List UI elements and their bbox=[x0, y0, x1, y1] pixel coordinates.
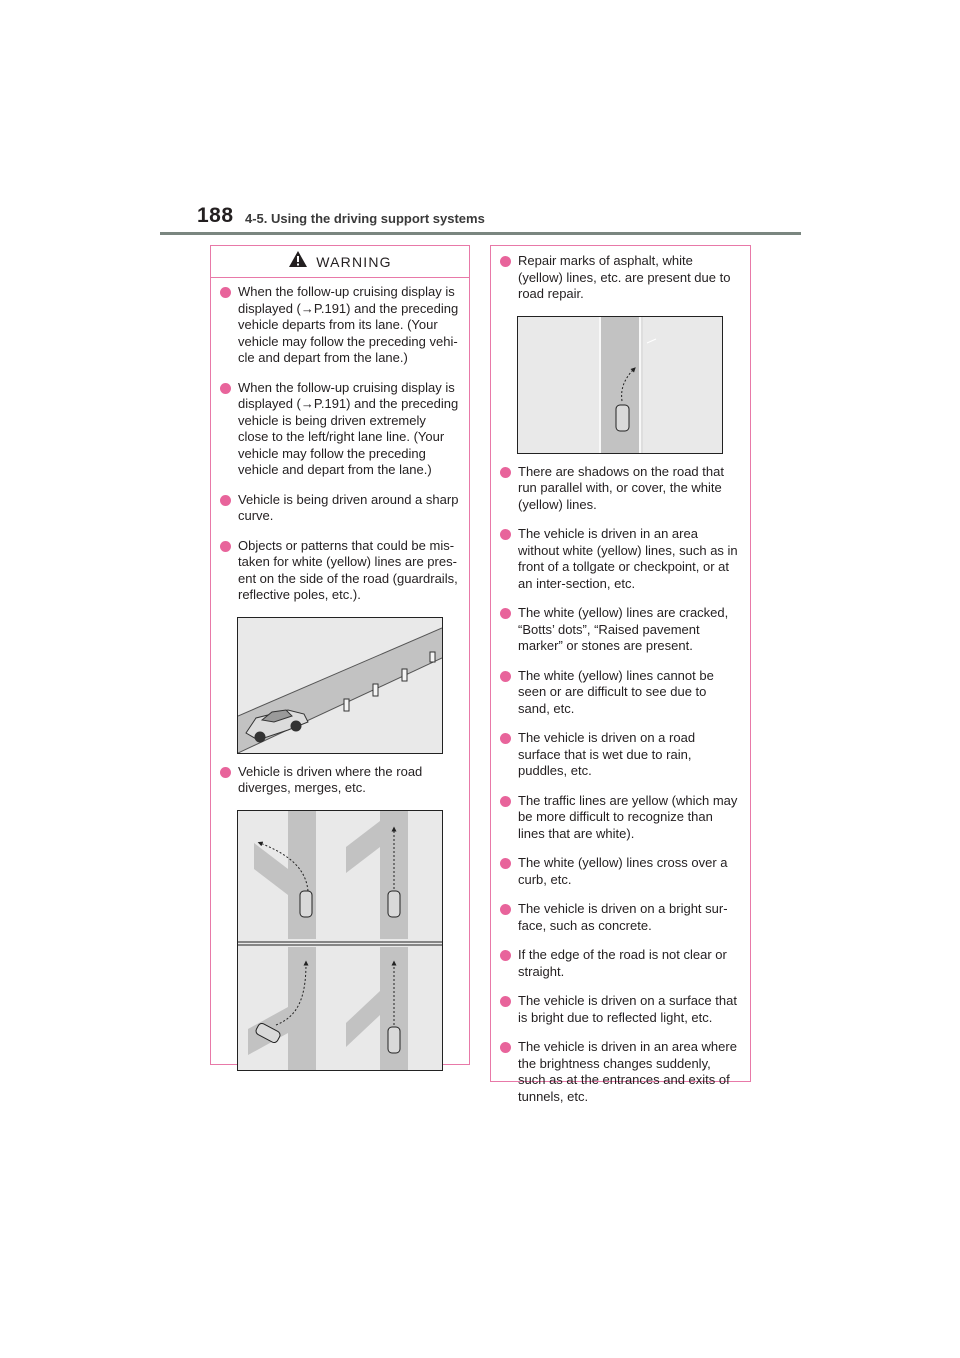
list-item-text: When the follow-up cruising display is displayed (→P.191) and the preceding vehicle is being driven extremely close to the left/right lane line. (Your vehicle may follow the preceding vehicle and depart from the lane.) bbox=[238, 379, 459, 477]
list-item-text: There are shadows on the road that run parallel with, or cover, the white (yellow) lines. bbox=[518, 463, 724, 512]
conditions-box bbox=[490, 245, 751, 1104]
bullet-dot-icon bbox=[500, 796, 511, 807]
bullet-dot-icon bbox=[220, 287, 231, 298]
bullet-dot-icon bbox=[500, 467, 511, 478]
list-item bbox=[500, 253, 740, 303]
list-item-text: If the edge of the road is not clear or straight. bbox=[518, 947, 727, 979]
list-item bbox=[220, 764, 459, 797]
list-item-text: Objects or patterns that could be mis-taken for white (yellow) lines are pres-ent on the side of the road (guardrails, reflective poles, etc.). bbox=[238, 537, 458, 602]
list-item-text: Vehicle is driven where the road diverges, merges, etc. bbox=[238, 763, 423, 795]
bullet-dot-icon bbox=[500, 671, 511, 682]
list-item bbox=[500, 526, 740, 592]
bullet-dot-icon bbox=[500, 904, 511, 915]
warning-header bbox=[211, 246, 469, 278]
list-item-text: When the follow-up cruising display is displayed (→P.191) and the preceding vehicle departs from its lane. (Your vehicle may follow the preceding vehi-cle and depart from the lane.) bbox=[238, 284, 459, 365]
list-item-text: The white (yellow) lines cannot be seen or are difficult to see due to sand, etc. bbox=[518, 667, 714, 716]
list-item bbox=[220, 538, 459, 604]
list-item-text: The vehicle is driven on a surface that is bright due to reflected light, etc. bbox=[518, 993, 737, 1025]
bullet-dot-icon bbox=[220, 383, 231, 394]
list-item bbox=[500, 947, 740, 980]
list-item-text: The vehicle is driven on a bright sur-face, such as concrete. bbox=[518, 901, 728, 933]
list-item-text: The vehicle is driven in an area without white (yellow) lines, such as in front of a tollgate or checkpoint, or at an inter-section, etc. bbox=[518, 526, 738, 591]
list-item bbox=[500, 993, 740, 1026]
bullet-dot-icon bbox=[500, 733, 511, 744]
list-item-text: Vehicle is being driven around a sharp curve. bbox=[238, 491, 459, 523]
bullet-dot-icon bbox=[220, 495, 231, 506]
list-item bbox=[220, 284, 459, 367]
list-item-text: The vehicle is driven on a road surface that is wet due to rain, puddles, etc. bbox=[518, 730, 696, 778]
repair-marks-illustration bbox=[517, 316, 723, 454]
page-number: 188 bbox=[197, 204, 234, 227]
bullet-dot-icon bbox=[220, 767, 231, 778]
bullet-dot-icon bbox=[500, 529, 511, 540]
bullet-dot-icon bbox=[500, 996, 511, 1007]
list-item bbox=[500, 901, 740, 934]
warning-title: WARNING bbox=[316, 253, 392, 270]
warning-box bbox=[210, 245, 470, 1065]
list-item bbox=[220, 380, 459, 479]
list-item bbox=[500, 605, 740, 655]
bullet-dot-icon bbox=[500, 950, 511, 961]
bullet-dot-icon bbox=[500, 858, 511, 869]
guardrail-poles-illustration bbox=[237, 617, 443, 754]
list-item bbox=[500, 855, 740, 888]
section-title: 4-5. Using the driving support systems bbox=[245, 211, 485, 226]
list-item bbox=[500, 464, 740, 514]
bullet-dot-icon bbox=[500, 256, 511, 267]
warning-triangle-icon bbox=[288, 250, 308, 273]
list-item bbox=[500, 668, 740, 718]
bullet-dot-icon bbox=[500, 608, 511, 619]
list-item bbox=[500, 1039, 740, 1105]
list-item-text: The traffic lines are yellow (which may be more difficult to recognize than lines that are white). bbox=[518, 792, 738, 841]
list-item-text: The vehicle is driven in an area where the brightness changes suddenly, such as at the entrances and exits of tunnels, etc. bbox=[518, 1039, 737, 1104]
bullet-dot-icon bbox=[500, 1042, 511, 1053]
list-item bbox=[220, 492, 459, 525]
list-item-text: Repair marks of asphalt, white (yellow) lines, etc. are present due to road repair. bbox=[518, 253, 731, 301]
list-item bbox=[500, 793, 740, 843]
list-item bbox=[500, 730, 740, 780]
header-rule bbox=[160, 232, 801, 235]
bullet-dot-icon bbox=[220, 541, 231, 552]
list-item-text: The white (yellow) lines are cracked, “Botts’ dots”, “Raised pavement marker” or stones are present. bbox=[518, 605, 729, 653]
diverge-merge-illustration bbox=[237, 810, 443, 1071]
list-item-text: The white (yellow) lines cross over a curb, etc. bbox=[518, 855, 728, 887]
